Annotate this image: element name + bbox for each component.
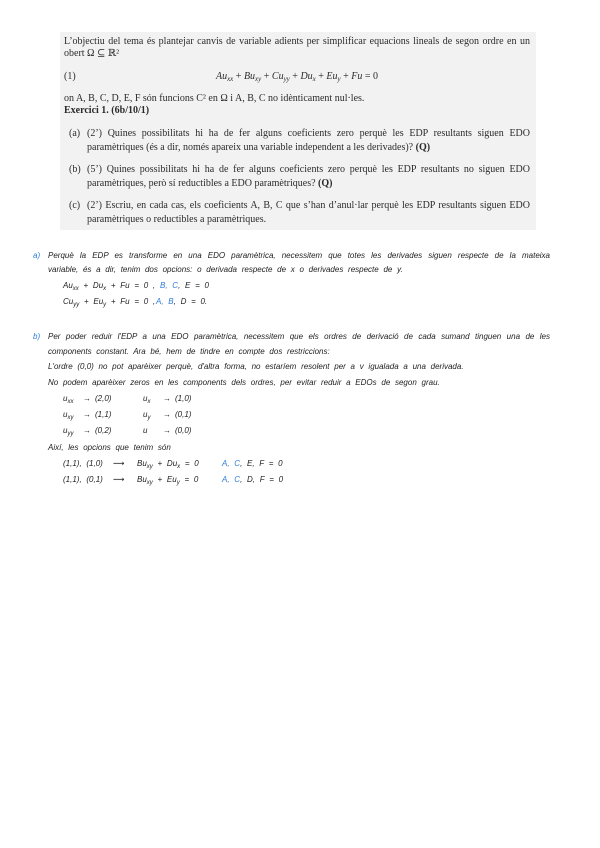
answer-b-restriction-2: No podem aparèixer zeros en les components dels ordres, per evitar reduir a EDOs de segon grau. [48,378,440,387]
squiggle-arrow-icon: ⟿ [113,475,125,484]
term-subscript: x [103,285,107,292]
arrow-icon: → [163,426,171,435]
derivative-symbol: $u_{yy}$ [63,426,74,437]
term-symbol: Du [166,459,178,468]
item-label-b: (b) [69,164,81,175]
term-operator: + [315,71,327,82]
pde-equation [64,71,530,83]
order-pair: (0,1) [175,410,192,419]
term-subscript: x [177,463,181,470]
highlighted-coefficients: A, C [222,459,241,468]
term-symbol: Cu [271,71,284,82]
term-subscript: xy [255,75,262,84]
answer-a-line-1: Perquè la EDP es transforme en una EDO paramètrica, necessitem que totes les derivades siguen respecte de la mateixa [48,251,550,260]
other-coefficients: , E, F = 0 [240,459,283,468]
term-symbol: Bu [137,459,147,468]
term-symbol: Eu [93,297,104,306]
item-c-text: (2’) Escriu, en cada cas, els coeficients A, B, C que s’han d’anul·lar perquè les EDP resultants siguen EDO paramètriques o reductibles a paramètriques. [87,200,530,225]
term-symbol: Au [215,71,228,82]
term-subscript: xy [146,463,153,470]
term-operator: + [261,71,272,82]
term-operator: + [106,281,121,290]
derivative-symbol: $u_{xx}$ [63,394,74,405]
item-b-tag: (Q) [318,178,333,189]
highlighted-coefficients: A, C [222,475,241,484]
term-operator: = 0 , [129,281,156,290]
item-a-text: (2’) Quines possibilitats hi ha de fer alguns coeficients zero perquè les EDP resultants siguen EDO paramètriques (és a dir, només apareix una variable independent a les derivades)? [87,128,530,153]
term-operator: + [106,297,121,306]
term-symbol: Cu [63,297,74,306]
term-subscript: x [312,75,316,84]
item-label-a: (a) [69,128,81,139]
equation-number: (1) [64,71,76,82]
answer-a-line-2: variable, és a dir, tenim dos opcions: o derivada respecte de x o derivades respecte de y. [48,265,403,274]
derivative-order-uxx [63,393,111,405]
other-coefficients: , E = 0 [178,281,209,290]
arrow-icon: → [83,426,91,435]
term-operator: + [340,71,352,82]
answer-b-line-2: components constant. Ara bé, hem de tindre en compte dos restriccions: [48,347,330,356]
derivative-symbol: u [143,426,148,435]
answer-a-case-2-zero-coefficients [156,296,207,308]
term-operator: = 0 [179,475,199,484]
option-2-zero-coefficients [222,474,283,486]
arrow-icon: → [83,410,91,419]
item-a-tag: (Q) [415,142,431,153]
term-operator: = 0 [362,71,379,82]
option-2-orders: (1,1), (0,1) [63,475,103,484]
derivative-order-uxy [63,409,111,421]
term-subscript: y [337,75,341,84]
term-symbol: Au [63,281,73,290]
term-operator: + [78,281,93,290]
term-symbol: Fu [351,71,363,82]
highlighted-coefficients: B, C [160,281,179,290]
answer-a-case-2-equation [63,296,155,308]
term-symbol: Eu [326,71,338,82]
derivative-symbol: $u_x$ [143,394,151,405]
term-operator: + [233,71,244,82]
term-operator: + [79,297,94,306]
term-operator: + [152,475,167,484]
intro-text: L’objectiu del tema és plantejar canvis de variable adients per simplificar equacions lineals de segon ordre en un obert Ω ⊆ ℝ² [64,36,530,59]
arrow-icon: → [83,394,91,403]
order-pair: (0,2) [95,426,112,435]
term-symbol: Du [300,71,313,82]
term-operator: + [289,71,301,82]
arrow-icon: → [163,410,171,419]
term-operator: = 0 [180,459,199,468]
item-a [87,127,530,155]
order-pair: (0,0) [175,426,192,435]
other-coefficients: , D = 0. [173,297,208,306]
term-symbol: Eu [166,475,177,484]
answer-b-line-1: Per poder reduir l'EDP a una EDO paramètrica, necessitem que els ordres de derivació de cada sumand tinguen una de les [48,332,550,341]
options-intro: Així, les opcions que tenim són [48,443,171,452]
highlighted-coefficients: A, B [156,297,174,306]
term-subscript: xx [227,75,234,84]
exercise-title: Exercici 1. (6b/10/1) [64,105,150,116]
derivative-order-uy [143,409,191,421]
order-pair: (2,0) [95,394,112,403]
answer-a-case-1-zero-coefficients [160,280,209,292]
term-symbol: Du [92,281,104,290]
answer-a-label: a) [33,251,41,260]
derivative-order-ux [143,393,191,405]
order-pair: (1,1) [95,410,112,419]
term-operator: = 0 , [129,297,156,306]
term-subscript: yy [73,301,80,308]
other-coefficients: , D, F = 0 [240,475,284,484]
derivative-symbol: $u_y$ [143,410,151,421]
answer-b-restriction-1: L'ordre (0,0) no pot aparèixer perquè, d'altra forma, no estaríem resolent per a v igualada a una derivada. [48,362,464,371]
problem-statement-box [60,32,536,230]
item-label-c: (c) [69,200,81,211]
term-symbol: Fu [120,281,130,290]
term-subscript: y [103,301,107,308]
term-symbol: Bu [243,71,256,82]
arrow-icon: → [163,394,171,403]
derivative-symbol: $u_{xy}$ [63,410,74,421]
option-2-equation [137,474,198,486]
item-c [87,199,530,226]
item-b [87,163,530,191]
term-subscript: y [176,479,180,486]
coefficient-conditions: on A, B, C, D, E, F són funcions C² en Ω i A, B, C no idènticament nul·les. [64,93,365,104]
derivative-order-u [143,425,191,437]
order-pair: (1,0) [175,394,192,403]
term-subscript: xx [72,285,79,292]
term-operator: + [152,459,167,468]
term-subscript: xy [146,479,153,486]
term-symbol: Fu [120,297,130,306]
derivative-order-uyy [63,425,111,437]
answer-a-case-1-equation [63,280,155,292]
option-1-equation [137,458,199,470]
squiggle-arrow-icon: ⟿ [113,459,125,468]
term-symbol: Bu [137,475,147,484]
answer-b-label: b) [33,332,41,341]
option-1-orders: (1,1), (1,0) [63,459,103,468]
item-b-text: (5’) Quines possibilitats hi ha de fer alguns coeficients zero perquè les EDP resultants no siguen EDO paramètriques, però sí reductibles a EDO paramètriques? [87,164,530,189]
option-1-zero-coefficients [222,458,283,470]
term-subscript: yy [283,75,290,84]
